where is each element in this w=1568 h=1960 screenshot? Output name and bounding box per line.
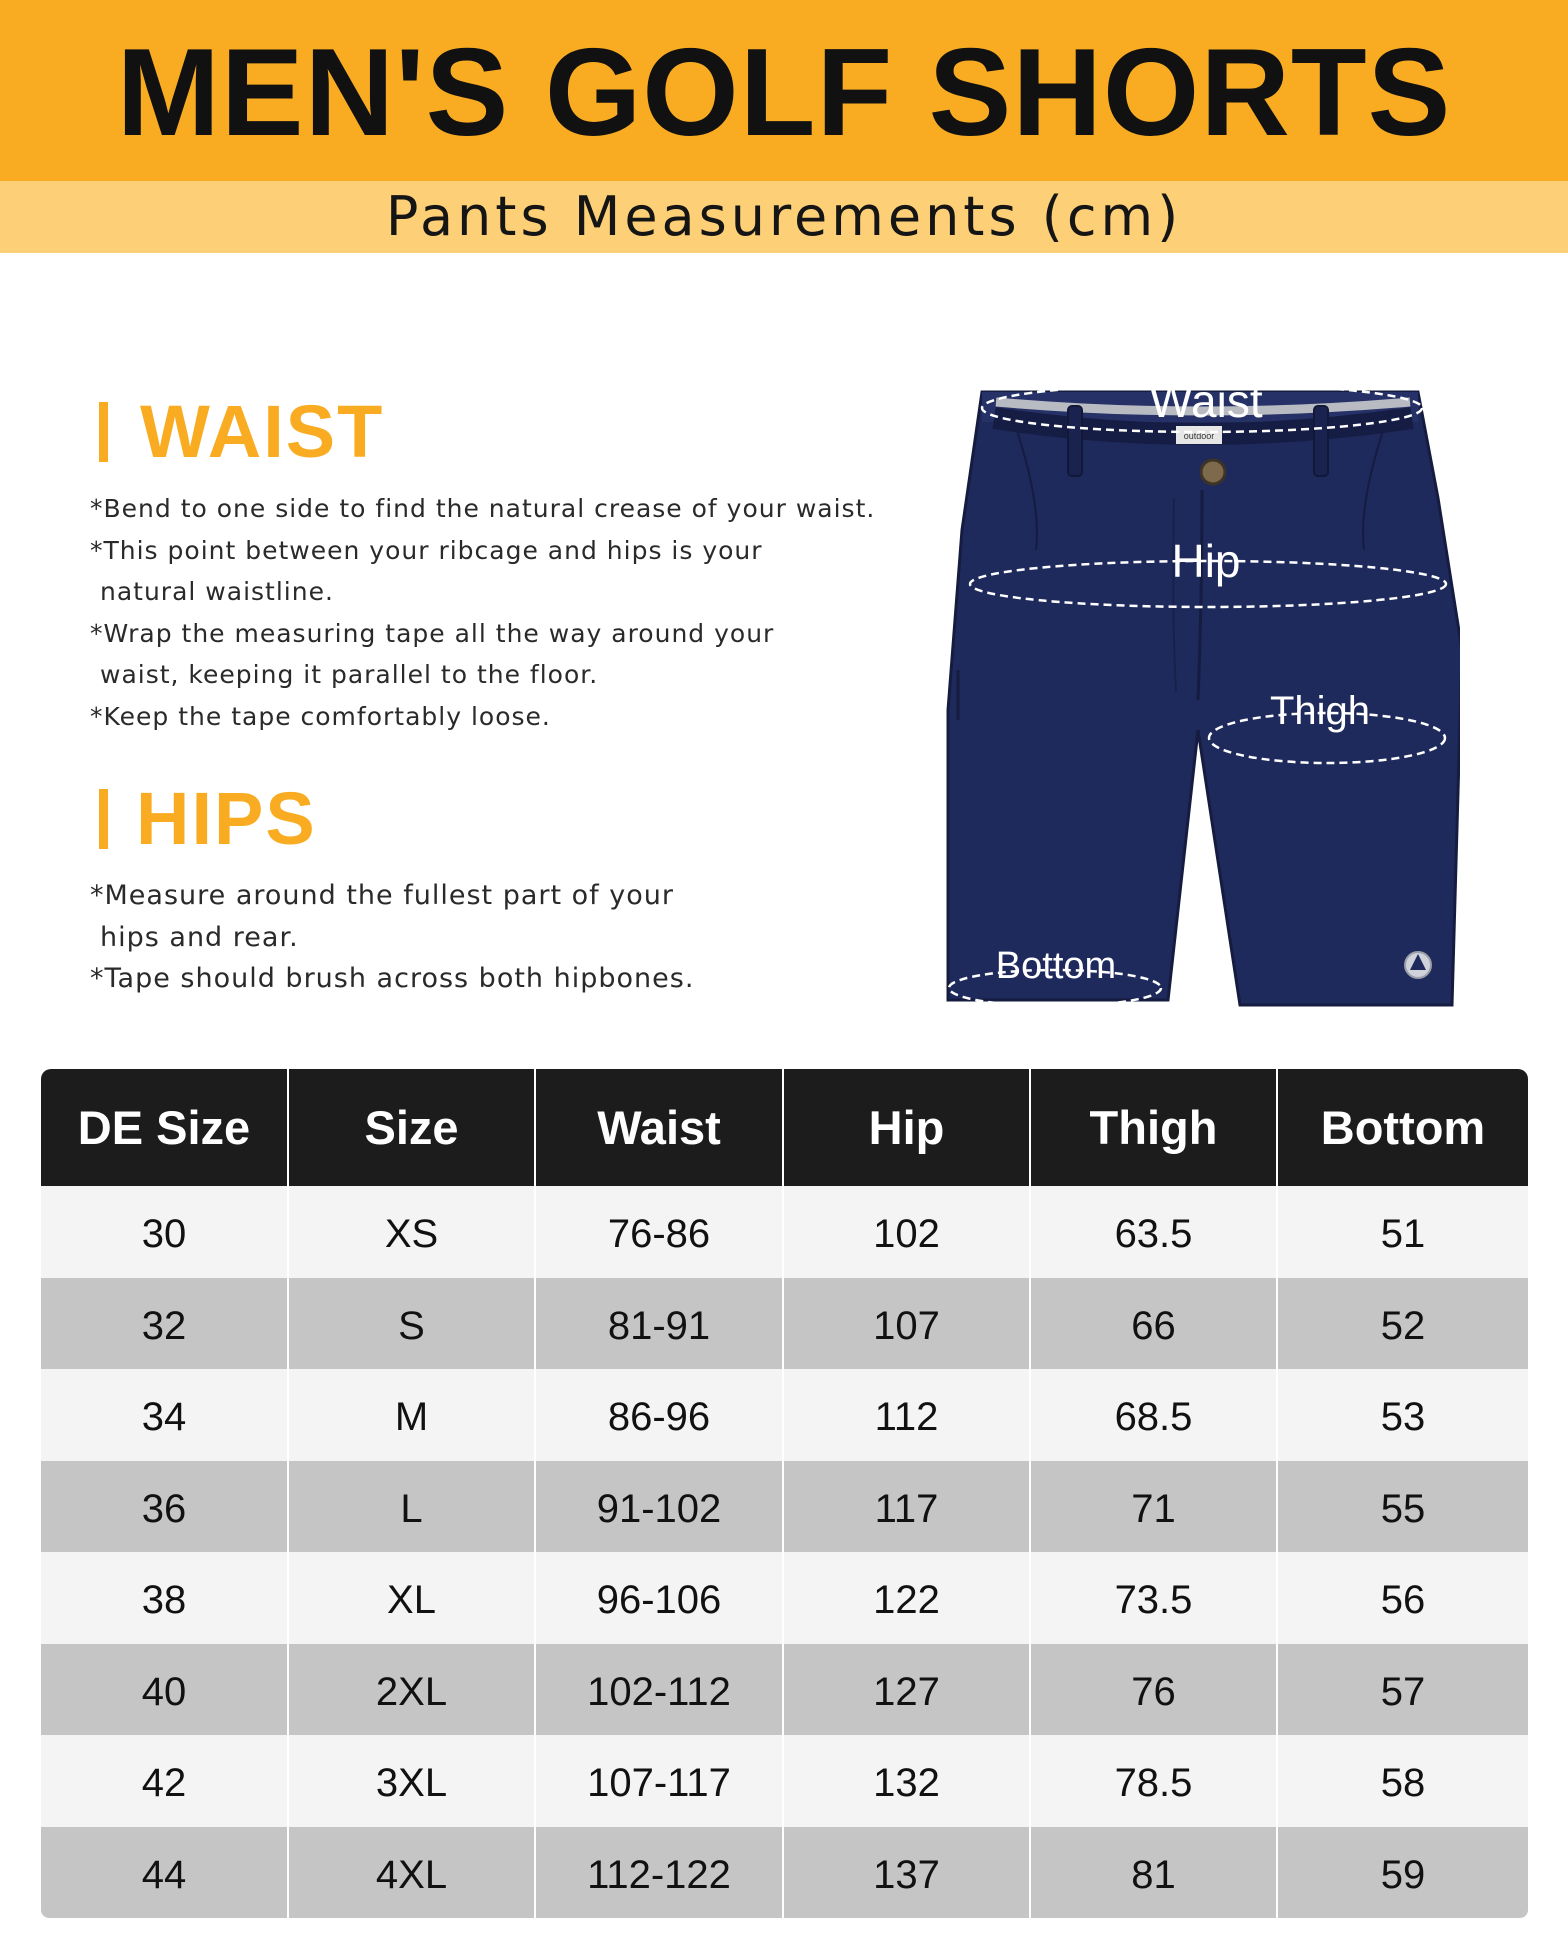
table-row bbox=[41, 1369, 1528, 1461]
table-cell: 30 bbox=[41, 1186, 288, 1278]
table-cell: 58 bbox=[1277, 1735, 1528, 1827]
table-row bbox=[41, 1461, 1528, 1553]
table-cell: 76 bbox=[1030, 1644, 1277, 1736]
table-cell: 68.5 bbox=[1030, 1369, 1277, 1461]
waist-section bbox=[90, 392, 875, 737]
table-cell: 56 bbox=[1277, 1552, 1528, 1644]
table-cell: 34 bbox=[41, 1369, 288, 1461]
instruction-line: *Measure around the fullest part of your bbox=[90, 880, 674, 911]
hips-title: HIPS bbox=[136, 777, 317, 860]
table-row bbox=[41, 1186, 1528, 1278]
table-cell: 40 bbox=[41, 1644, 288, 1736]
table-cell: 107-117 bbox=[535, 1735, 783, 1827]
instruction-line: hips and rear. bbox=[100, 921, 299, 953]
waist-instructions bbox=[90, 488, 875, 737]
instruction-line: *This point between your ribcage and hips is your bbox=[90, 535, 763, 565]
table-cell: 73.5 bbox=[1030, 1552, 1277, 1644]
header-de-size: DE Size bbox=[41, 1069, 288, 1186]
header-bottom: Bottom bbox=[1277, 1069, 1528, 1186]
hips-heading-bar bbox=[99, 789, 108, 849]
shorts-illustration bbox=[940, 380, 1460, 1020]
instruction-line: *Wrap the measuring tape all the way around your bbox=[90, 618, 775, 648]
table-cell: L bbox=[288, 1461, 535, 1553]
table-row bbox=[41, 1735, 1528, 1827]
table-cell: 96-106 bbox=[535, 1552, 783, 1644]
table-cell: 127 bbox=[783, 1644, 1030, 1736]
instruction-line: natural waistline. bbox=[100, 577, 334, 606]
table-row bbox=[41, 1278, 1528, 1370]
table-cell: S bbox=[288, 1278, 535, 1370]
table-cell: 3XL bbox=[288, 1735, 535, 1827]
table-row bbox=[41, 1644, 1528, 1736]
table-cell: 4XL bbox=[288, 1827, 535, 1919]
table-cell: 86-96 bbox=[535, 1369, 783, 1461]
table-cell: 137 bbox=[783, 1827, 1030, 1919]
table-cell: 52 bbox=[1277, 1278, 1528, 1370]
table-body bbox=[41, 1186, 1528, 1918]
table-cell: 81 bbox=[1030, 1827, 1277, 1919]
table-header-row bbox=[41, 1069, 1528, 1186]
table-cell: 42 bbox=[41, 1735, 288, 1827]
table-cell: 117 bbox=[783, 1461, 1030, 1553]
table-cell: 36 bbox=[41, 1461, 288, 1553]
header-thigh: Thigh bbox=[1030, 1069, 1277, 1186]
table-cell: 2XL bbox=[288, 1644, 535, 1736]
title-banner bbox=[0, 0, 1568, 181]
header-size: Size bbox=[288, 1069, 535, 1186]
table-cell: 71 bbox=[1030, 1461, 1277, 1553]
subtitle-banner bbox=[0, 181, 1568, 253]
table-cell: 63.5 bbox=[1030, 1186, 1277, 1278]
table-cell: 57 bbox=[1277, 1644, 1528, 1736]
shorts-shape bbox=[948, 392, 1460, 1005]
belt-loop bbox=[1068, 406, 1082, 476]
table-cell: 53 bbox=[1277, 1369, 1528, 1461]
table-cell: 51 bbox=[1277, 1186, 1528, 1278]
belt-loop bbox=[1314, 406, 1328, 476]
hips-section bbox=[90, 779, 694, 1000]
table-cell: 59 bbox=[1277, 1827, 1528, 1919]
table-cell: 81-91 bbox=[535, 1278, 783, 1370]
size-chart-table bbox=[41, 1069, 1528, 1918]
shorts-diagram bbox=[940, 380, 1460, 1020]
table-cell: 102 bbox=[783, 1186, 1030, 1278]
instruction-line: waist, keeping it parallel to the floor. bbox=[100, 660, 599, 689]
instruction-line: *Keep the tape comfortably loose. bbox=[90, 701, 551, 731]
instruction-line: *Bend to one side to find the natural crease of your waist. bbox=[90, 494, 876, 523]
table-cell: M bbox=[288, 1369, 535, 1461]
table-cell: 66 bbox=[1030, 1278, 1277, 1370]
hips-heading bbox=[90, 777, 694, 860]
header-hip: Hip bbox=[783, 1069, 1030, 1186]
table-cell: 112 bbox=[783, 1369, 1030, 1461]
table-cell: 32 bbox=[41, 1278, 288, 1370]
table-cell: 38 bbox=[41, 1552, 288, 1644]
page-title: MEN'S GOLF SHORTS bbox=[116, 24, 1452, 162]
table-row bbox=[41, 1552, 1528, 1644]
table-cell: 102-112 bbox=[535, 1644, 783, 1736]
table-cell: 91-102 bbox=[535, 1461, 783, 1553]
table-cell: 55 bbox=[1277, 1461, 1528, 1553]
table-row bbox=[41, 1827, 1528, 1919]
brand-tag-text: outdoor bbox=[1183, 431, 1215, 441]
table-cell: 78.5 bbox=[1030, 1735, 1277, 1827]
thigh-diagram-label: Thigh bbox=[1269, 689, 1371, 733]
table-cell: 122 bbox=[783, 1552, 1030, 1644]
instruction-line: *Tape should brush across both hipbones. bbox=[90, 963, 695, 994]
waist-title: WAIST bbox=[140, 390, 385, 473]
table-cell: XS bbox=[288, 1186, 535, 1278]
waist-heading-bar bbox=[99, 402, 108, 462]
page-subtitle: Pants Measurements (cm) bbox=[385, 185, 1183, 248]
table-cell: 107 bbox=[783, 1278, 1030, 1370]
hips-instructions bbox=[90, 875, 694, 1000]
table-cell: 76-86 bbox=[535, 1186, 783, 1278]
hip-diagram-label: Hip bbox=[1171, 535, 1241, 587]
table-cell: XL bbox=[288, 1552, 535, 1644]
waist-button bbox=[1201, 460, 1225, 484]
waist-heading bbox=[90, 390, 875, 473]
table-cell: 132 bbox=[783, 1735, 1030, 1827]
table-cell: 112-122 bbox=[535, 1827, 783, 1919]
bottom-diagram-label: Bottom bbox=[995, 945, 1117, 987]
header-waist: Waist bbox=[535, 1069, 783, 1186]
table-cell: 44 bbox=[41, 1827, 288, 1919]
waist-diagram-label: Waist bbox=[1149, 380, 1263, 427]
